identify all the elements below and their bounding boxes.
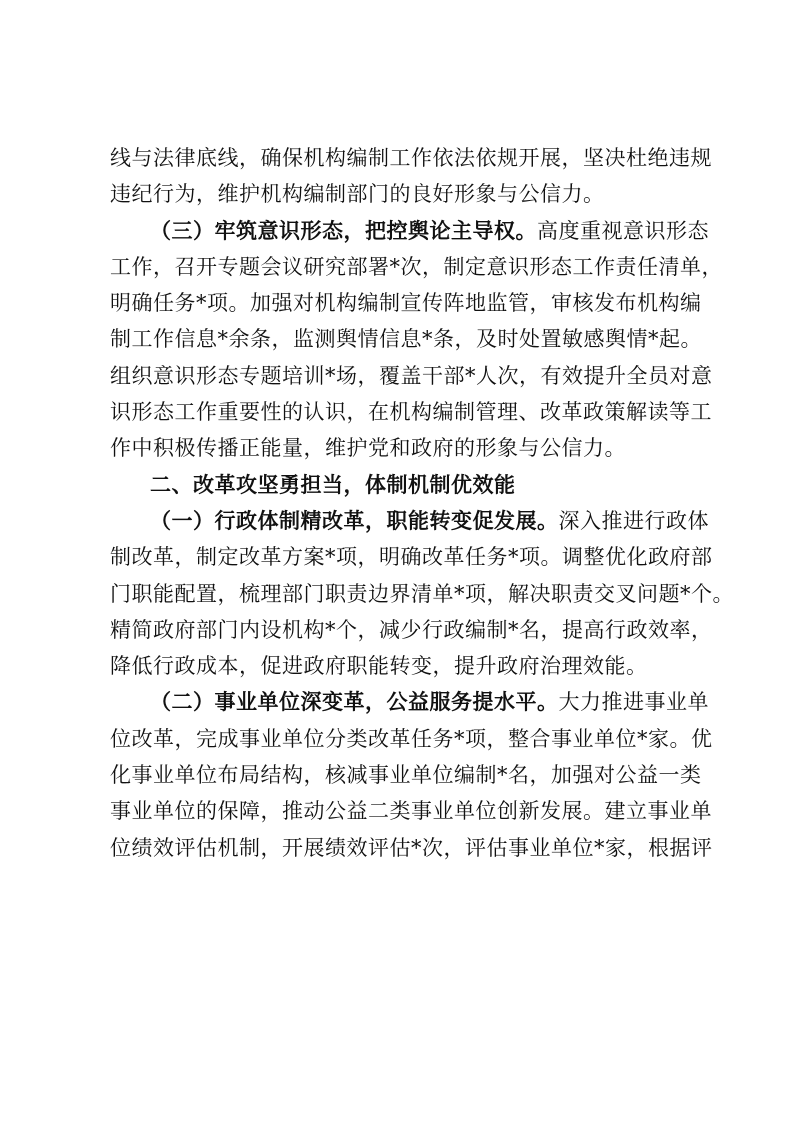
paragraph-lead: （三）牢筑意识形态，把控舆论主导权。 xyxy=(150,217,537,243)
text-line: 门职能配置，梳理部门职责边界清单*项，解决职责交叉问题*个。 xyxy=(110,581,734,606)
text-run: 高度重视意识形态 xyxy=(537,218,709,243)
paragraph xyxy=(110,503,734,684)
paragraph xyxy=(110,684,713,865)
text-run: 深入推进行政体 xyxy=(558,508,709,533)
text-line: 明确任务*项。加强对机构编制宣传阵地监管，审核发布机构编 xyxy=(110,291,702,316)
text-line xyxy=(110,684,709,720)
text-line: 化事业单位布局结构，核减事业单位编制*名，加强对公益一类 xyxy=(110,763,702,788)
document-body xyxy=(110,140,734,866)
text-line: 工作，召开专题会议研究部署*次，制定意识形态工作责任清单， xyxy=(110,254,723,279)
text-line: 事业单位的保障，推动公益二类事业单位创新发展。建立事业单 xyxy=(110,799,712,824)
text-line xyxy=(110,213,709,249)
text-line: 降低行政成本，促进政府职能转变，提升政府治理效能。 xyxy=(110,654,648,679)
text-line: 制改革，制定改革方案*项，明确改革任务*项。调整优化政府部 xyxy=(110,545,713,570)
section-heading: 二、改革攻坚勇担当，体制机制优效能 xyxy=(150,472,516,497)
paragraph-lead: （二）事业单位深变革，公益服务提水平。 xyxy=(150,689,559,715)
text-line: 组织意识形态专题培训*场，覆盖干部*人次，有效提升全员对意 xyxy=(110,363,713,388)
paragraph xyxy=(110,213,723,467)
text-line: 位改革，完成事业单位分类改革任务*项，整合事业单位*家。优 xyxy=(110,726,713,751)
text-line: 线与法律底线，确保机构编制工作依法依规开展，坚决杜绝违规 xyxy=(110,146,712,170)
text-line: 制工作信息*余条，监测舆情信息*条，及时处置敏感舆情*起。 xyxy=(110,327,702,352)
paragraph-lead: （一）行政体制精改革，职能转变促发展。 xyxy=(150,507,559,533)
text-line: 位绩效评估机制，开展绩效评估*次，评估事业单位*家，根据评 xyxy=(110,835,713,860)
text-line: 识形态工作重要性的认识，在机构编制管理、改革政策解读等工 xyxy=(110,400,712,425)
text-line xyxy=(110,503,709,539)
text-run: 大力推进事业单 xyxy=(558,690,709,715)
text-line: 违纪行为，维护机构编制部门的良好形象与公信力。 xyxy=(110,182,605,207)
text-line: 精简政府部门内设机构*个，减少行政编制*名，提高行政效率， xyxy=(110,617,713,642)
text-line: 作中积极传播正能量，维护党和政府的形象与公信力。 xyxy=(110,436,626,461)
paragraph xyxy=(110,140,712,213)
